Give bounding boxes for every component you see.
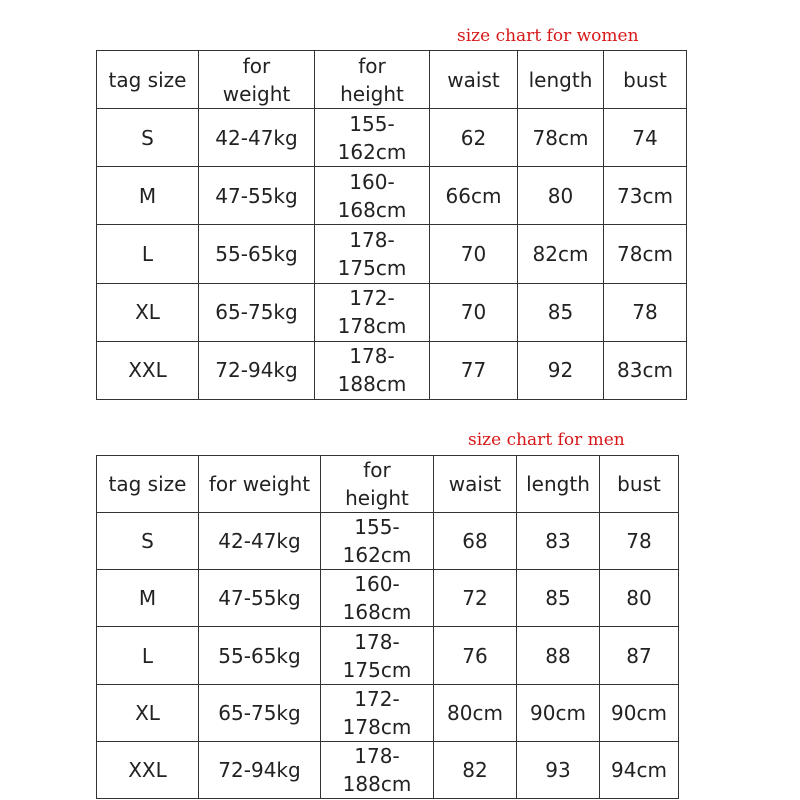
cell-height: 178- 175cm [315,225,430,283]
cell-weight: 42-47kg [199,109,315,167]
header-length: length [518,51,604,109]
cell-tag-size: M [97,167,199,225]
cell-length: 80 [518,167,604,225]
table-row [97,570,679,627]
cell-bust: 94cm [600,741,679,798]
cell-weight: 55-65kg [199,627,321,684]
cell-tag-size: XL [97,684,199,741]
header-tag-size: tag size [97,456,199,513]
cell-weight: 72-94kg [199,741,321,798]
cell-length: 88 [517,627,600,684]
cell-waist: 70 [430,225,518,283]
table-row [97,627,679,684]
cell-bust: 83cm [604,341,687,399]
header-for-height: for height [321,456,434,513]
header-for-height: for height [315,51,430,109]
cell-waist: 80cm [434,684,517,741]
cell-weight: 42-47kg [199,513,321,570]
header-waist: waist [434,456,517,513]
table-row [97,341,687,399]
header-for-weight: for weight [199,456,321,513]
table-header-row [97,456,679,513]
cell-weight: 65-75kg [199,684,321,741]
cell-waist: 68 [434,513,517,570]
cell-height: 155- 162cm [315,109,430,167]
cell-tag-size: XXL [97,741,199,798]
cell-length: 82cm [518,225,604,283]
cell-length: 93 [517,741,600,798]
cell-height: 160- 168cm [315,167,430,225]
cell-waist: 62 [430,109,518,167]
table-row [97,283,687,341]
cell-height: 172- 178cm [321,684,434,741]
cell-tag-size: S [97,109,199,167]
cell-weight: 47-55kg [199,167,315,225]
cell-height: 178- 188cm [315,341,430,399]
cell-length: 85 [517,570,600,627]
men-size-table [96,455,679,799]
cell-bust: 73cm [604,167,687,225]
table-row [97,109,687,167]
cell-height: 155- 162cm [321,513,434,570]
men-size-chart-title: size chart for men [468,430,625,450]
cell-tag-size: XL [97,283,199,341]
header-bust: bust [600,456,679,513]
cell-length: 92 [518,341,604,399]
table-row [97,684,679,741]
cell-height: 178- 175cm [321,627,434,684]
cell-waist: 72 [434,570,517,627]
cell-length: 90cm [517,684,600,741]
cell-height: 172- 178cm [315,283,430,341]
header-tag-size: tag size [97,51,199,109]
cell-waist: 82 [434,741,517,798]
cell-bust: 78 [604,283,687,341]
cell-waist: 76 [434,627,517,684]
cell-length: 85 [518,283,604,341]
cell-weight: 47-55kg [199,570,321,627]
header-bust: bust [604,51,687,109]
cell-waist: 70 [430,283,518,341]
women-size-chart-title: size chart for women [457,26,639,46]
cell-bust: 87 [600,627,679,684]
table-row [97,513,679,570]
table-row [97,225,687,283]
table-row [97,167,687,225]
header-waist: waist [430,51,518,109]
women-size-table [96,50,687,400]
cell-length: 83 [517,513,600,570]
cell-bust: 78 [600,513,679,570]
cell-bust: 80 [600,570,679,627]
table-header-row [97,51,687,109]
header-length: length [517,456,600,513]
cell-waist: 66cm [430,167,518,225]
cell-height: 160- 168cm [321,570,434,627]
cell-waist: 77 [430,341,518,399]
cell-height: 178- 188cm [321,741,434,798]
header-for-weight: for weight [199,51,315,109]
cell-tag-size: S [97,513,199,570]
cell-tag-size: L [97,225,199,283]
cell-tag-size: M [97,570,199,627]
table-row [97,741,679,798]
cell-bust: 78cm [604,225,687,283]
cell-weight: 65-75kg [199,283,315,341]
cell-bust: 74 [604,109,687,167]
cell-weight: 72-94kg [199,341,315,399]
cell-length: 78cm [518,109,604,167]
cell-tag-size: L [97,627,199,684]
cell-weight: 55-65kg [199,225,315,283]
cell-tag-size: XXL [97,341,199,399]
cell-bust: 90cm [600,684,679,741]
